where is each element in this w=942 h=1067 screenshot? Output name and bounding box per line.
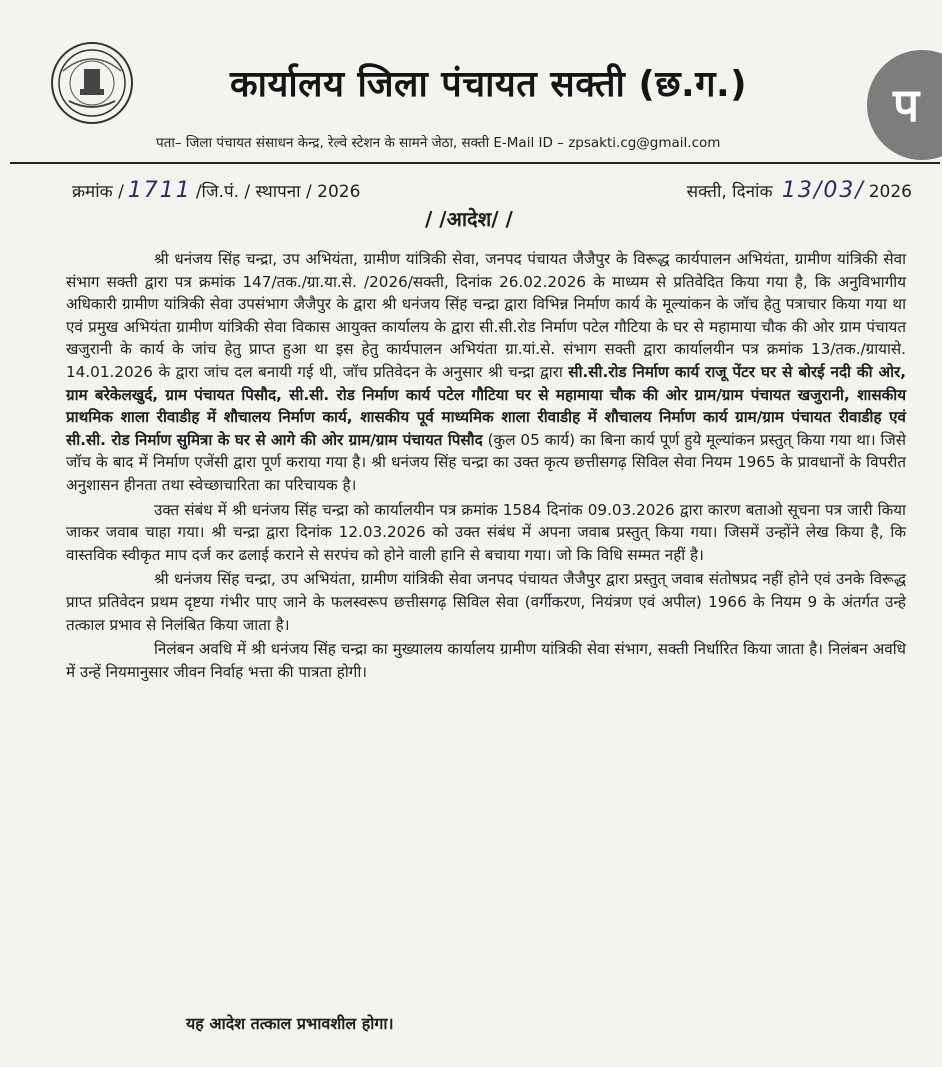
reference-suffix: /जि.पं. / स्थापना / 2026 (195, 182, 361, 202)
date-label: सक्ती, दिनांक (686, 182, 773, 202)
paragraph-report-text-end: (कुल 05 कार्य) का बिना कार्य पूर्ण हुये मूल्यांकन प्रस्तुत् किया गया था। जिसे जॉच के बाद में निर्माण एजेंसी द्वारा पूर्ण कराया गया है। श्री धनंजय सिंह चन्द्रा का उक्त कृत्य छत्तीसगढ़ सिविल सेवा नियम 1965 के प्रावधानों के विपरीत अनुशासन हीनता तथा स्वेच्छाचारिता का परिचायक है। (66, 430, 906, 494)
paragraph-report-text: श्री धनंजय सिंह चन्द्रा, उप अभियंता, ग्रामीण यांत्रिकी सेवा, जनपद पंचायत जैजैपुर के विरूद्ध कार्यपालन अभियंता, ग्रामीण यांत्रिकी सेवा संभाग सक्ती द्वारा पत्र क्रमांक 147/तक./ग्रा.या.से. /2026/सक्ती, दिनांक 26.02.2026 के माध्यम से प्रतिवेदित किया गया है, कि अनुविभागीय अधिकारी ग्रामीण यांत्रिकी सेवा उपसंभाग जैजैपुर के द्वारा श्री धनंजय सिंह चन्द्रा द्वारा विभिन्न निर्माण कार्य के मूल्यांकन के जॉच हेतु पत्राचार किया गया था एवं प्रमुख अभियंता ग्रामीण यांत्रिकी सेवा विकास आयुक्त कार्यालय के द्वारा सी.सी.रोड निर्माण पटेल गौटिया के घर से महामाया चौक की ओर ग्राम पंचायत खजुरानी के कार्य के जांच हेतु प्राप्त हुआ था इस हेतु कार्यपालन अभियंता ग्रा.यां.से. संभाग सक्ती द्वारा कार्यालयीन पत्र क्रमांक 13/तक./ग्रायासे. 14.01.2026 के द्वारा जांच दल बनायी गई थी, जॉच प्रतिवेदन के अनुसार श्री चन्द्रा द्वारा (66, 250, 906, 381)
works-list-bold: सी.सी.रोड निर्माण कार्य राजू पेंटर घर से बोरई नदी की ओर, ग्राम बरेकेलखुर्द, ग्राम पंचायत पिसौद, सी.सी. रोड निर्माण कार्य पटेल गौटिया घर से महामाया चौक की ओर ग्राम/ग्राम पंचायत खजुरानी, शासकीय प्राथमिक शाला रीवाडीह में शौचालय निर्माण कार्य, शासकीय पूर्व माध्यमिक शाला रीवाडीह में शौचालय निर्माण कार्य ग्राम/ग्राम पंचायत रीवाडीह एवं सी.सी. रोड निर्माण सुमित्रा के घर से आगे की ओर ग्राम/ग्राम पंचायत पिसौद (66, 362, 907, 449)
corner-badge: प (867, 50, 942, 160)
reference-line (72, 178, 912, 208)
government-emblem-seal-icon (49, 41, 135, 125)
paragraph-headquarters: निलंबन अवधि में श्री धनंजय सिंह चन्द्रा का मुख्यालय कार्यालय ग्रामीण यांत्रिकी सेवा संभाग, सक्ती निर्धारित किया जाता है। निलंबन अवधि में उन्हें नियमानुसार जीवन निर्वाह भत्ता की पात्रता होगी। (66, 640, 906, 681)
krmank-label: क्रमांक / (72, 182, 124, 202)
office-title: कार्यालय जिला पंचायत सक्ती (छ.ग.) (230, 64, 748, 105)
reference-number (72, 178, 360, 203)
date-year: 2026 (868, 182, 912, 202)
closing-line: यह आदेश तत्काल प्रभावशील होगा। (186, 1014, 394, 1033)
paragraph-suspension: श्री धनंजय सिंह चन्द्रा, उप अभियंता, ग्रामीण यांत्रिकी सेवा जनपद पंचायत जैजैपुर द्वारा प्रस्तुत् जवाब संतोषप्रद नहीं होने एवं उनके विरूद्ध प्राप्त प्रतिवेदन प्रथम दृष्टया गंभीर पाए जाने के फलस्वरूप छत्तीसगढ़ सिविल सेवा (वर्गीकरण, नियंत्रण एवं अपील) 1966 के नियम 9 के अंतर्गत उन्हे तत्काल प्रभाव से निलंबित किया जाता है। (66, 570, 906, 634)
handwritten-date: 13/03/ (781, 178, 865, 203)
paragraph-show-cause: उक्त संबंध में श्री धनंजय सिंह चन्द्रा को कार्यालयीन पत्र क्रमांक 1584 दिनांक 09.03.2026 द्वारा कारण बताओ सूचना पत्र जारी किया जाकर जवाब चाहा गया। श्री चन्द्रा द्वारा दिनांक 12.03.2026 को उक्त संबंध में अपना जवाब प्रस्तुत् किया गया। जिसमें उन्होंने लेख किया है, कि वास्तविक स्वीकृत माप दर्ज कर ढलाई कराने से सरपंच को होने वाली हानि से बचाया गया। जो कि विधि सम्मत नहीं है। (66, 500, 906, 564)
header-divider (10, 162, 940, 164)
order-heading: / /आदेश/ / (425, 207, 513, 231)
paragraph-report (66, 248, 906, 497)
reference-date (687, 178, 912, 203)
order-body (66, 248, 906, 683)
office-address: पता– जिला पंचायत संसाधन केन्द्र, रेल्वे स्टेशन के सामने जेठा, सक्ती E-Mail ID – zpsakti.cg@gmail.com (156, 135, 721, 151)
handwritten-reference-number: 1711 (127, 178, 192, 203)
